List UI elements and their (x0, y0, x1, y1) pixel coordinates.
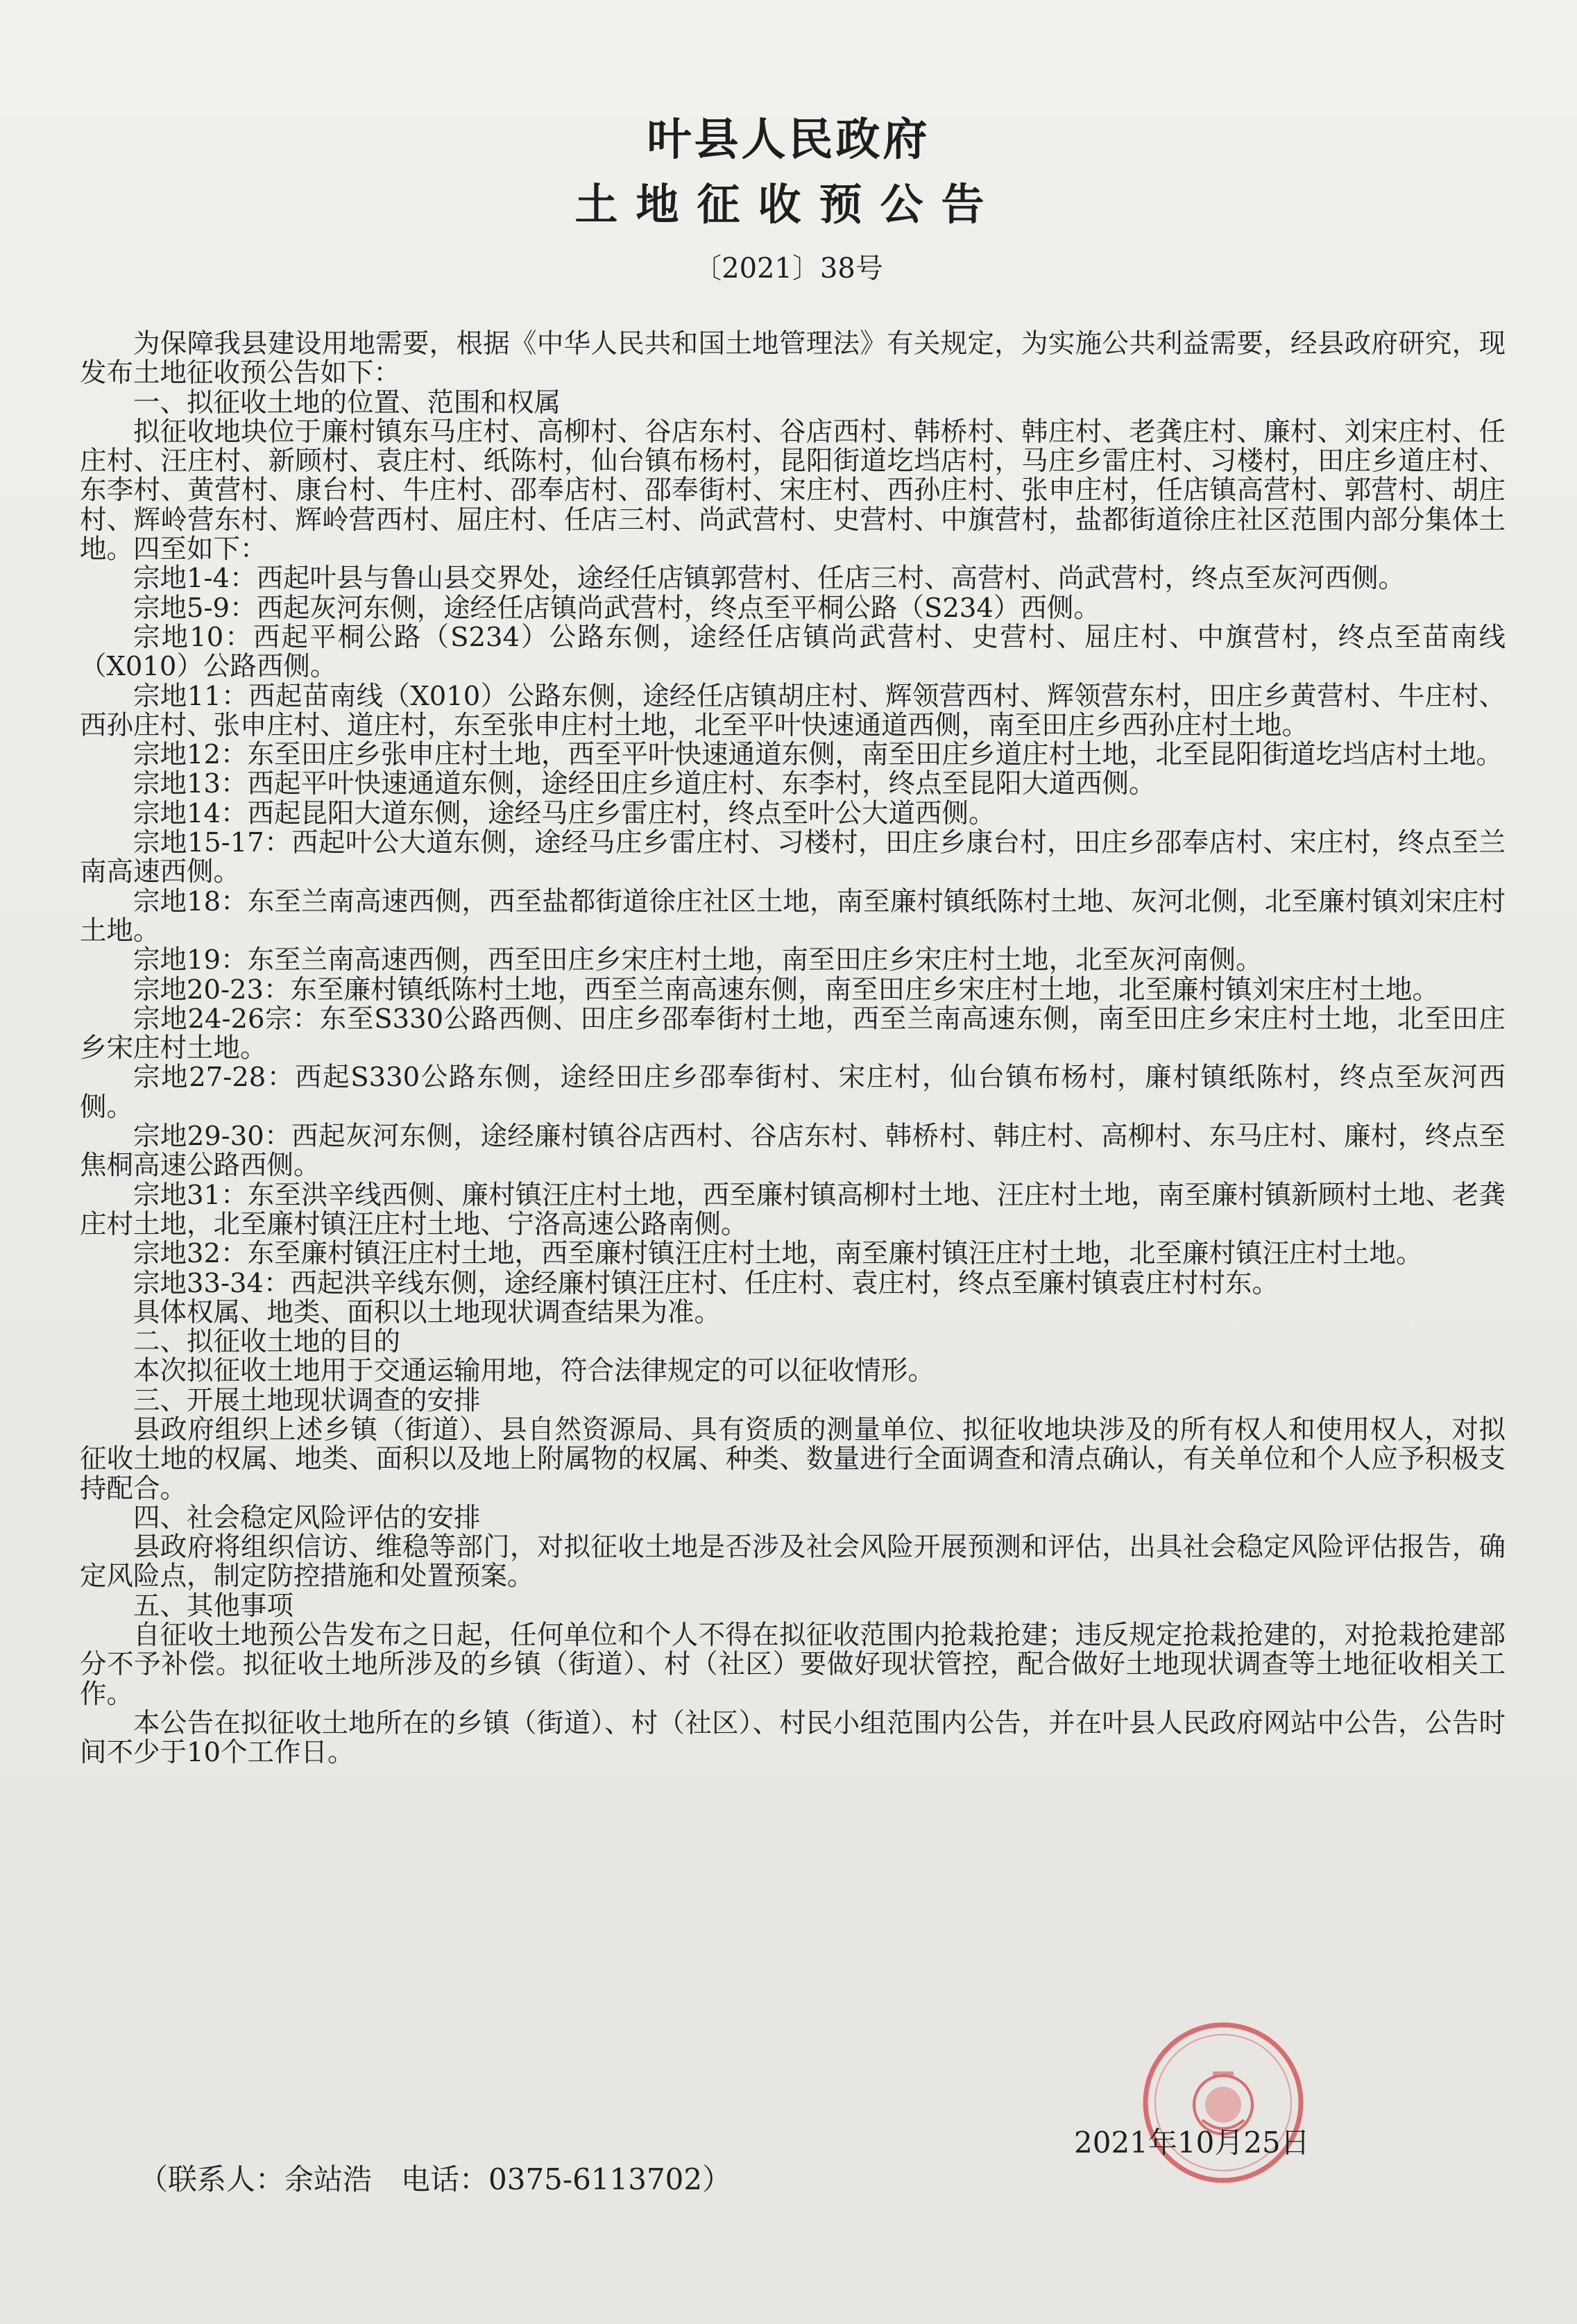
paragraph-survey: 三、开展土地现状调查的安排 (133, 1384, 481, 1416)
parcel-paragraph: 宗地15-17：西起叶公大道东侧，途经马庄乡雷庄村、习楼村，田庄乡康台村，田庄乡邵奉店村、宋庄村，终点至兰南高速西侧。 (80, 827, 1506, 888)
parcel-paragraph: 宗地24-26宗：东至S330公路西侧、田庄乡邵奉街村土地，西至兰南高速东侧，南至田庄乡宋庄村土地，北至田庄乡宋庄村土地。 (80, 1003, 1506, 1065)
paragraph-purpose: 二、拟征收土地的目的 (133, 1326, 401, 1358)
parcel-paragraph: 宗地29-30：西起灰河东侧，途经廉村镇谷店西村、谷店东村、韩桥村、韩庄村、高柳村、东马庄村、廉村，终点至焦桐高速公路西侧。 (80, 1121, 1506, 1182)
notice-body (80, 330, 1506, 1768)
parcel-paragraph: 宗地5-9：西起灰河东侧，途经任店镇尚武营村，终点至平桐公路（S234）西侧。 (133, 592, 1100, 624)
section-heading-survey: 本次拟征收土地用于交通运输用地，符合法律规定的可以征收情形。 (133, 1355, 935, 1387)
paragraph-ownership-note: 宗地33-34：西起洪辛线东侧，途经廉村镇汪庄村、任庄村、袁庄村，终点至廉村镇袁庄村村东。 (133, 1267, 1279, 1299)
parcel-paragraph: 宗地13：西起平叶快速通道东侧，途经田庄乡道庄村、东李村，终点至昆阳大道西侧。 (133, 768, 1156, 800)
document-number: 〔2021〕38号 (694, 253, 883, 285)
parcel-paragraph: 宗地19：东至兰南高速西侧，西至田庄乡宋庄村土地，南至田庄乡宋庄村土地，北至灰河南侧。 (133, 944, 1263, 976)
parcel-paragraph: 宗地10：西起平桐公路（S234）公路东侧，途经任店镇尚武营村、史营村、屈庄村、中旗营村，终点至苗南线（X010）公路西侧。 (80, 621, 1506, 683)
parcel-paragraph: 宗地31：东至洪辛线西侧、廉村镇汪庄村土地，西至廉村镇高柳村土地、汪庄村土地，南至廉村镇新顾村土地、老龚庄村土地，北至廉村镇汪庄村土地、宁洛高速公路南侧。 (80, 1179, 1506, 1240)
issuer-title: 叶县人民政府 (647, 114, 930, 166)
closing-remark: 本公告在拟征收土地所在的乡镇（街道）、村（社区）、村民小组范围内公告，并在叶县人民政府网站中公告，公告时间不少于10个工作日。 (80, 1707, 1506, 1769)
parcel-paragraph: 宗地12：东至田庄乡张申庄村土地，西至平叶快速通道东侧，南至田庄乡道庄村土地，北至昆阳街道圪垱店村土地。 (133, 739, 1503, 771)
paragraph-other-2: 自征收土地预公告发布之日起，任何单位和个人不得在拟征收范围内抢栽抢建；违反规定抢栽抢建的，对抢栽抢建部分不予补偿。拟征收土地所涉及的乡镇（街道）、村（社区）要做好现状管控，配合做好土地现状调查等土地征收相关工作。 (80, 1620, 1506, 1710)
document-title: 土地征收预公告 (574, 179, 1003, 230)
parcel-paragraph: 宗地20-23：东至廉村镇纸陈村土地，西至兰南高速东侧，南至田庄乡宋庄村土地，北至廉村镇刘宋庄村土地。 (133, 974, 1439, 1006)
contact-info: （联系人：余站浩 电话：0375-6113702） (139, 2162, 732, 2196)
issue-date: 2021年10月25日 (1074, 2126, 1310, 2160)
intro-paragraph: 为保障我县建设用地需要，根据《中华人民共和国土地管理法》有关规定，为实施公共利益需要，经县政府研究，现发布土地征收预公告如下： (80, 328, 1506, 389)
parcel-paragraph: 宗地11：西起苗南线（X010）公路东侧，途经任店镇胡庄村、辉领营西村、辉领营东村，田庄乡黄营村、牛庄村、西孙庄村、张申庄村、道庄村，东至张申庄村土地，北至平叶快速通道西侧，南至田庄乡西孙庄村土地。 (80, 680, 1506, 741)
section-heading-location: 一、拟征收土地的位置、范围和权属 (133, 387, 561, 418)
parcel-paragraph: 宗地18：东至兰南高速西侧，西至盐都街道徐庄社区土地，南至廉村镇纸陈村土地、灰河北侧，北至廉村镇刘宋庄村土地。 (80, 885, 1506, 947)
paragraph-risk: 四、社会稳定风险评估的安排 (133, 1502, 481, 1534)
parcel-paragraph: 宗地14：西起昆阳大道东侧，途经马庄乡雷庄村，终点至叶公大道西侧。 (133, 797, 996, 829)
paragraph-other-1: 五、其他事项 (133, 1590, 294, 1622)
parcel-paragraph: 宗地27-28：西起S330公路东侧，途经田庄乡邵奉街村、宋庄村，仙台镇布杨村，廉村镇纸陈村，终点至灰河西侧。 (80, 1062, 1506, 1123)
section-heading-purpose: 具体权属、地类、面积以土地现状调查结果为准。 (133, 1296, 722, 1328)
parcel-paragraph: 宗地1-4：西起叶县与鲁山县交界处，途经任店镇郭营村、任店三村、高营村、尚武营村，终点至灰河西侧。 (133, 563, 1406, 595)
section-heading-risk: 县政府组织上述乡镇（街道）、县自然资源局、具有资质的测量单位、拟征收地块涉及的所有权人和使用权人，对拟征收土地的权属、地类、面积以及地上附属物的权属、种类、数量进行全面调查和清点确认，有关单位和个人应予积极支持配合。 (80, 1414, 1506, 1504)
parcel-paragraph: 宗地32：东至廉村镇汪庄村土地，西至廉村镇汪庄村土地，南至廉村镇汪庄村土地，北至廉村镇汪庄村土地。 (133, 1238, 1423, 1270)
paragraph-villages: 拟征收地块位于廉村镇东马庄村、高柳村、谷店东村、谷店西村、韩桥村、韩庄村、老龚庄村、廉村、刘宋庄村、任庄村、汪庄村、新顾村、袁庄村、纸陈村，仙台镇布杨村，昆阳街道圪垱店村，马庄乡雷庄村、习楼村，田庄乡道庄村、东李村、黄营村、康台村、牛庄村、邵奉店村、邵奉街村、宋庄村、西孙庄村、张申庄村，任店镇高营村、郭营村、胡庄村、辉岭营东村、辉岭营西村、屈庄村、任店三村、尚武营村、史营村、中旗营村，盐都街道徐庄社区范围内部分集体土地。四至如下： (80, 416, 1506, 566)
official-seal-icon (1136, 2016, 1310, 2189)
section-heading-other: 县政府将组织信访、维稳等部门，对拟征收土地是否涉及社会风险开展预测和评估，出具社会稳定风险评估报告，确定风险点，制定防控措施和处置预案。 (80, 1532, 1506, 1593)
